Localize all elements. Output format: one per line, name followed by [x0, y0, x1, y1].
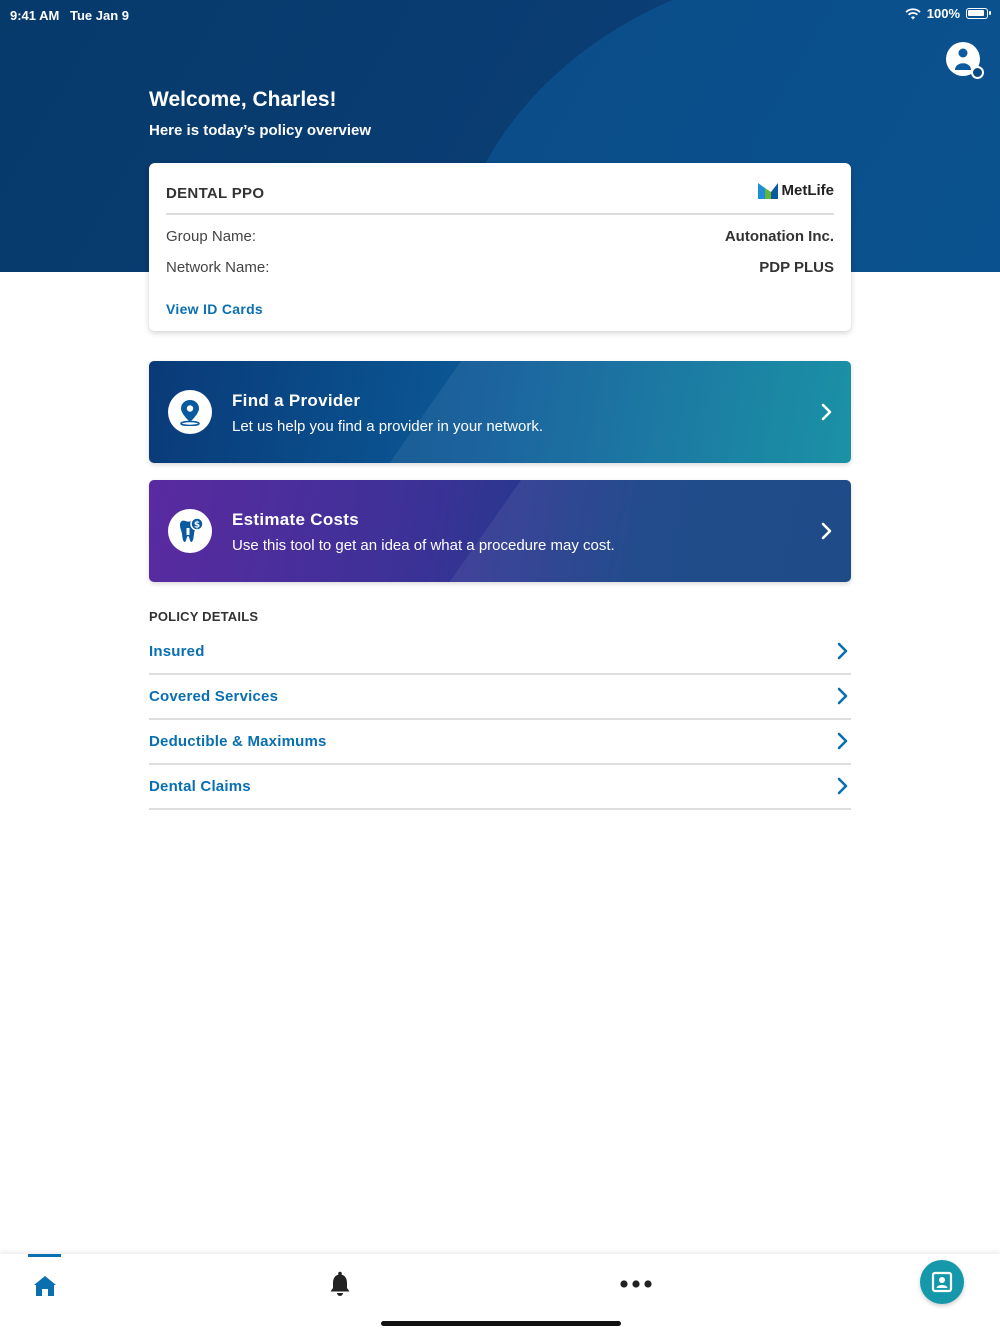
metlife-logo-icon	[758, 183, 778, 199]
card-decoration	[363, 361, 851, 463]
chevron-right-icon	[837, 642, 849, 660]
wifi-icon	[905, 8, 921, 20]
policy-item-label: Covered Services	[149, 688, 279, 705]
welcome-subtitle: Here is today’s policy overview	[149, 122, 372, 139]
battery-icon	[966, 8, 988, 19]
estimate-costs-title: Estimate Costs	[232, 510, 360, 529]
tab-notifications[interactable]	[325, 1254, 355, 1314]
notification-badge	[971, 66, 984, 79]
policy-card	[149, 163, 851, 331]
find-provider-description: Let us help you find a provider in your network.	[232, 418, 544, 435]
home-icon	[33, 1274, 57, 1298]
metlife-logo	[758, 182, 835, 199]
tab-home[interactable]	[28, 1254, 61, 1314]
group-name-value: Autonation Inc.	[724, 228, 834, 245]
find-provider-card[interactable]	[149, 361, 851, 463]
policy-item-covered-services[interactable]	[149, 675, 851, 720]
policy-item-label: Dental Claims	[149, 778, 251, 795]
policy-details-heading: POLICY DETAILS	[149, 609, 259, 624]
bell-icon	[329, 1271, 351, 1297]
estimate-costs-card[interactable]	[149, 480, 851, 582]
user-icon	[952, 47, 974, 71]
brand-name: MetLife	[781, 182, 834, 199]
home-indicator	[381, 1321, 621, 1326]
policy-item-deductible-maximums[interactable]	[149, 720, 851, 765]
profile-button[interactable]	[946, 42, 980, 76]
chevron-right-icon	[837, 777, 849, 795]
estimate-costs-description: Use this tool to get an idea of what a procedure may cost.	[232, 537, 615, 554]
find-provider-title: Find a Provider	[232, 391, 361, 410]
id-card-icon	[931, 1271, 953, 1293]
group-name-row	[166, 228, 834, 245]
view-id-cards-link[interactable]: View ID Cards	[166, 301, 264, 317]
chevron-right-icon	[837, 732, 849, 750]
tab-more[interactable]	[618, 1254, 654, 1314]
id-card-button[interactable]	[920, 1260, 964, 1304]
more-icon	[620, 1280, 652, 1288]
policy-item-dental-claims[interactable]	[149, 765, 851, 810]
status-bar	[0, 0, 1000, 30]
tooth-dollar-icon	[168, 509, 212, 553]
status-date: Tue Jan 9	[70, 8, 130, 23]
status-right	[905, 6, 988, 21]
chevron-right-icon	[821, 403, 833, 421]
plan-name: DENTAL PPO	[166, 185, 265, 202]
policy-item-label: Insured	[149, 643, 205, 660]
group-name-label: Group Name:	[166, 228, 257, 245]
network-name-row	[166, 259, 834, 276]
policy-item-insured[interactable]	[149, 630, 851, 675]
policy-item-label: Deductible & Maximums	[149, 733, 327, 750]
card-divider	[166, 213, 834, 215]
network-name-label: Network Name:	[166, 259, 270, 276]
network-name-value: PDP PLUS	[759, 259, 834, 276]
chevron-right-icon	[821, 522, 833, 540]
svg-text:$: $	[193, 520, 201, 531]
status-time: 9:41 AM	[10, 8, 60, 23]
chevron-right-icon	[837, 687, 849, 705]
welcome-title: Welcome, Charles!	[149, 88, 337, 111]
battery-percent: 100%	[926, 6, 960, 21]
location-pin-icon	[168, 390, 212, 434]
card-decoration	[423, 480, 851, 582]
